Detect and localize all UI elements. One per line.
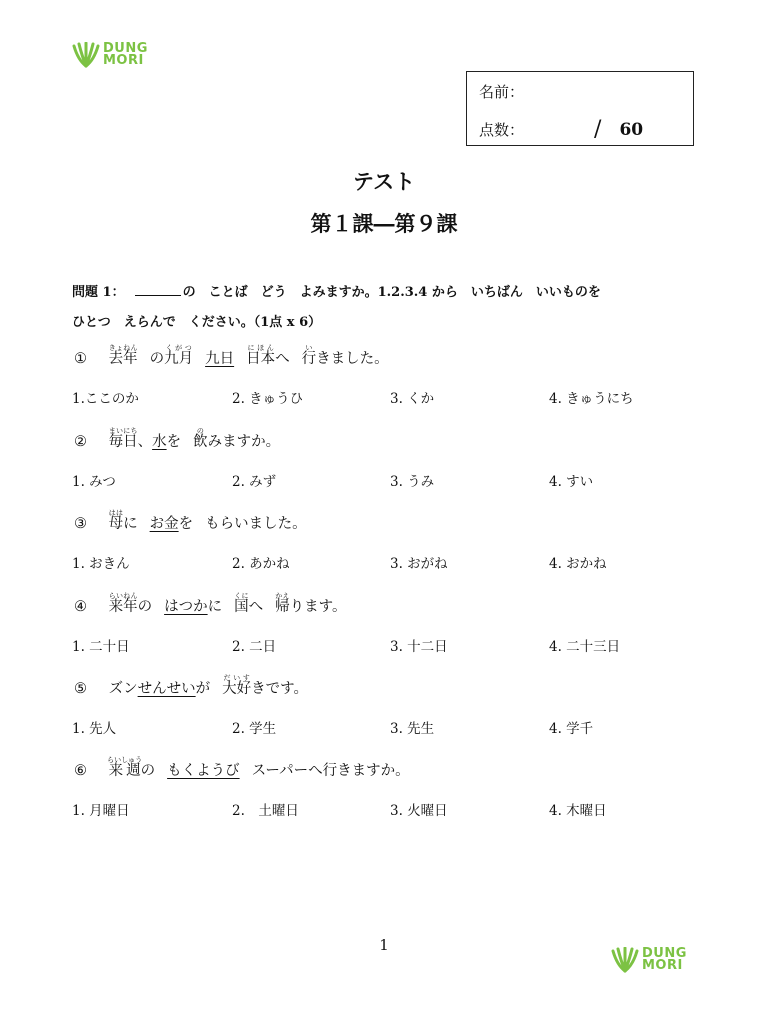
problem-label: 問題 1： — [72, 285, 125, 300]
option[interactable]: 1. みつ — [72, 474, 116, 490]
brand-wordmark — [103, 43, 148, 67]
leaf-logo-icon — [611, 947, 639, 973]
score-row — [479, 117, 643, 142]
brand-line1: DUNG — [642, 946, 687, 961]
question-6: ⑥ 来週らいしゅうの もくようび スーパーへ行きますか。 — [74, 756, 410, 779]
name-label: 名前： — [479, 83, 525, 101]
option[interactable]: 2. 土曜日 — [232, 803, 299, 819]
question-number: ⑤ — [74, 681, 87, 697]
name-row — [479, 81, 524, 102]
option[interactable]: 2. きゅうひ — [232, 391, 304, 407]
page-subtitle: 第１課―第９課 — [310, 211, 458, 236]
option[interactable]: 1. おきん — [72, 556, 130, 572]
option[interactable]: 1. 先人 — [72, 721, 117, 737]
page-title: テスト — [352, 169, 416, 194]
page-number: 1 — [379, 936, 389, 954]
brand-wordmark — [642, 948, 687, 972]
question-2: ② 毎日まいにち、水を 飲のみますか。 — [74, 427, 281, 450]
option[interactable]: 4. きゅうにち — [549, 391, 634, 407]
name-score-box — [466, 71, 694, 146]
option[interactable]: 3. おがね — [390, 556, 448, 572]
target-word: はつか — [164, 599, 208, 615]
instructions-line-1 — [72, 281, 712, 300]
option[interactable]: 2. あかね — [232, 556, 290, 572]
option[interactable]: 2. 学生 — [232, 721, 277, 737]
question-5: ⑤ ズンせんせいが 大好だいすきです。 — [74, 674, 308, 697]
option[interactable]: 4. 学千 — [549, 721, 594, 737]
word: 去年きょねん — [108, 344, 138, 367]
target-word: お金 — [149, 516, 179, 532]
option[interactable]: 1. 二十日 — [72, 639, 130, 655]
option[interactable]: 3. 火曜日 — [390, 803, 448, 819]
question-1: ① 去年きょねんの九月くがつ九日 日本にほんへ 行いきました。 — [74, 344, 389, 367]
option[interactable]: 1.ここのか — [72, 391, 139, 407]
target-word: 水 — [152, 434, 167, 450]
score-total: 60 — [619, 119, 644, 140]
question-4: ④ 来年らいねんの はつかに 国くにへ 帰かえります。 — [74, 592, 347, 615]
question-number: ① — [74, 351, 87, 367]
target-word: もくようび — [167, 763, 240, 779]
option[interactable]: 4. すい — [549, 474, 594, 490]
target-word: 九日 — [205, 351, 235, 367]
leaf-logo-icon — [72, 42, 100, 68]
brand-line2: MORI — [642, 958, 683, 973]
instructions-text-1: の ことば どう よみますか。1.2.3.4 から いちばん いいものを — [182, 285, 601, 300]
score-label: 点数： — [479, 121, 525, 139]
question-3: ③ 母ははに お金を もらいました。 — [74, 509, 307, 532]
brand-logo-footer — [611, 947, 687, 973]
option[interactable]: 1. 月曜日 — [72, 803, 130, 819]
target-word: せんせい — [137, 681, 196, 697]
question-number: ② — [74, 434, 87, 450]
question-number: ③ — [74, 516, 87, 532]
option[interactable]: 2. みず — [232, 474, 277, 490]
option[interactable]: 4. おかね — [549, 556, 607, 572]
question-number: ④ — [74, 599, 87, 615]
brand-line2: MORI — [103, 53, 144, 68]
option[interactable]: 4. 木曜日 — [549, 803, 607, 819]
option[interactable]: 3. くか — [390, 391, 435, 407]
option[interactable]: 3. 十二日 — [390, 639, 448, 655]
score-slash: / — [594, 117, 602, 142]
question-number: ⑥ — [74, 763, 87, 779]
option[interactable]: 3. うみ — [390, 474, 435, 490]
option[interactable]: 3. 先生 — [390, 721, 435, 737]
instructions-line-2: ひとつ えらんで ください。（1点 x 6） — [72, 315, 322, 330]
brand-logo — [72, 42, 148, 68]
brand-line1: DUNG — [103, 41, 148, 56]
answer-blank — [135, 282, 181, 296]
option[interactable]: 4. 二十三日 — [549, 639, 621, 655]
option[interactable]: 2. 二日 — [232, 639, 277, 655]
